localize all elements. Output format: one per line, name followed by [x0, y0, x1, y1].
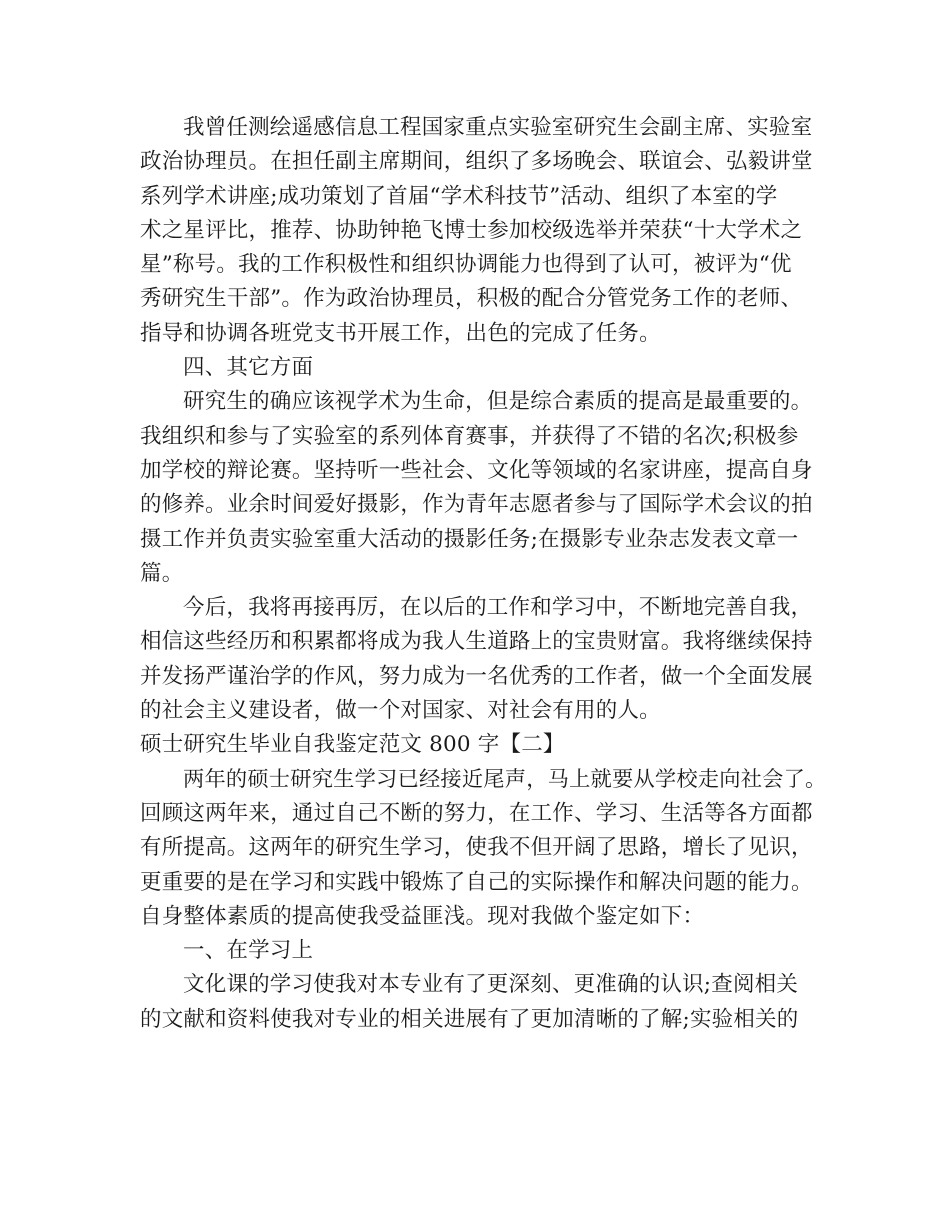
text-line: 相信这些经历和积累都将成为我人生道路上的宝贵财富。我将继续保持	[140, 629, 813, 655]
text-line: 系列学术讲座;成功策划了首届“学术科技节”活动、组织了本室的学	[140, 183, 778, 209]
text-line: 加学校的辩论赛。坚持听一些社会、文化等领域的名家讲座，提高自身	[140, 457, 813, 483]
text-line: 自身整体素质的提高使我受益匪浅。现对我做个鉴定如下：	[140, 903, 705, 929]
text-line: 政治协理员。在担任副主席期间，组织了多场晚会、联谊会、弘毅讲堂	[140, 149, 813, 175]
text-line: 的社会主义建设者，做一个对国家、对社会有用的人。	[140, 698, 661, 724]
text-line: 的修养。业余时间爱好摄影，作为青年志愿者参与了国际学术会议的拍	[140, 492, 813, 518]
text-line: 文化课的学习使我对本专业有了更深刻、更准确的认识;查阅相关	[183, 972, 799, 998]
text-line: 一、在学习上	[183, 938, 314, 964]
text-line: 硕士研究生毕业自我鉴定范文 800 字【二】	[140, 732, 565, 758]
text-line: 我曾任测绘遥感信息工程国家重点实验室研究生会副主席、实验室	[183, 115, 813, 140]
text-line: 指导和协调各班党支书开展工作，出色的完成了任务。	[140, 320, 661, 346]
document-body	[140, 111, 830, 1037]
text-line: 篇。	[140, 560, 184, 586]
text-line: 秀研究生干部”。作为政治协理员，积极的配合分管党务工作的老师、	[140, 286, 803, 312]
text-line: 四、其它方面	[183, 355, 314, 381]
text-line: 研究生的确应该视学术为生命，但是综合素质的提高是最重要的。	[183, 389, 813, 415]
text-line: 有所提高。这两年的研究生学习，使我不但开阔了思路，增长了见识，	[140, 835, 813, 861]
text-line: 今后，我将再接再厉，在以后的工作和学习中，不断地完善自我，	[183, 595, 813, 621]
text-line: 回顾这两年来，通过自己不断的努力，在工作、学习、生活等各方面都	[140, 800, 813, 826]
text-line: 术之星评比，推荐、协助钟艳飞博士参加校级选举并荣获“十大学术之	[140, 217, 803, 243]
text-line: 我组织和参与了实验室的系列体育赛事，并获得了不错的名次;积极参	[140, 423, 799, 449]
text-line: 的文献和资料使我对专业的相关进展有了更加清晰的了解;实验相关的	[140, 1006, 799, 1032]
text-line: 两年的硕士研究生学习已经接近尾声，马上就要从学校走向社会了。	[183, 766, 827, 792]
text-line: 更重要的是在学习和实践中锻炼了自己的实际操作和解决问题的能力。	[140, 869, 813, 895]
text-line: 星”称号。我的工作积极性和组织协调能力也得到了认可，被评为“优	[140, 252, 792, 278]
text-line: 并发扬严谨治学的作风，努力成为一名优秀的工作者，做一个全面发展	[140, 663, 813, 689]
text-line: 摄工作并负责实验室重大活动的摄影任务;在摄影专业杂志发表文章一	[140, 526, 799, 552]
